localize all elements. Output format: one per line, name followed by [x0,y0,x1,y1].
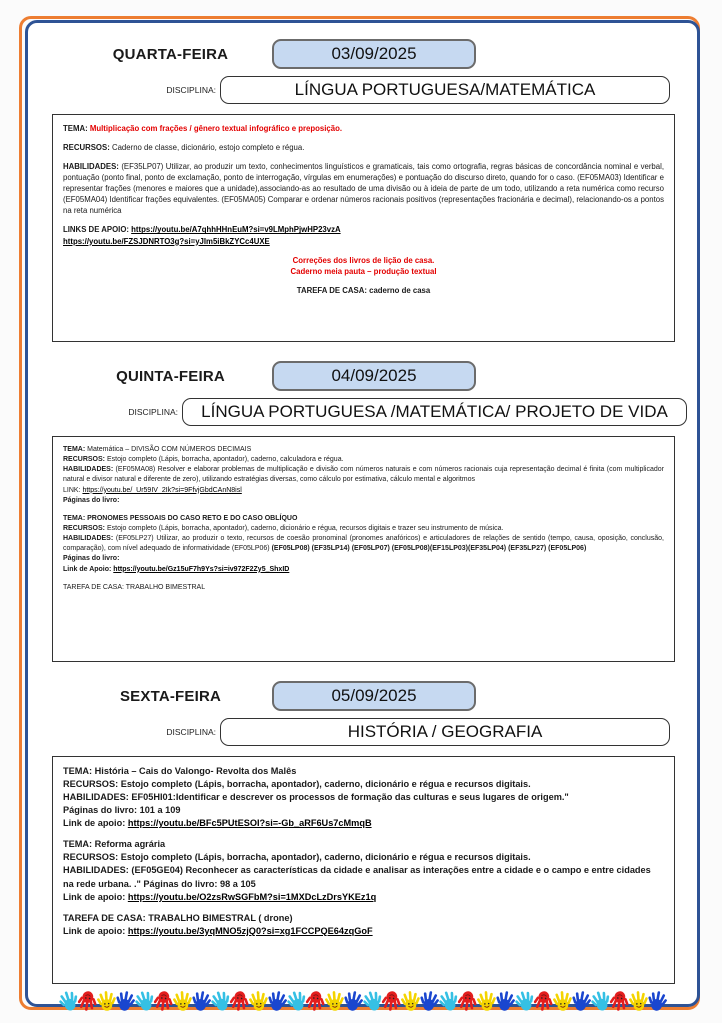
text-run: HABILIDADES: [63,535,116,543]
text-run: HABILIDADES: [63,162,122,172]
discipline-value: LÍNGUA PORTUGUESA/MATEMÁTICA [294,80,596,99]
date-value: 05/09/2025 [331,686,417,705]
text-run: Estojo completo (Lápis, borracha, apontador), caderno, dicionário e régua e recursos digitais. [120,779,531,790]
content-line [63,524,664,534]
day-header [28,681,697,711]
discipline-box [220,718,670,746]
text-run: (EF05GE04) Reconhecer as características da cidade e analisar as interações entre a cidade e o campo e entre cidades na rede urbana. ." Páginas do livro: 98 a 105 [63,865,651,889]
day-name: QUARTA-FEIRA [112,45,229,63]
day-section-quarta [28,39,697,342]
discipline-row [28,76,697,104]
text-run: (EF05LP08) (EF35LP14) (EF05LP07) (EF05LP08)(EF15LP03)(EF35LP04) (EF35LP27) (EF05LP06) [271,545,587,553]
text-run: Páginas do livro: [63,805,140,816]
content-line [63,455,664,465]
text-run: TEMA: [63,839,95,850]
content-line [63,486,664,496]
text-run: TEMA: [63,766,95,776]
blue-handprint-icon [645,988,668,1015]
text-run: Link de apoio: [63,891,128,902]
content-line [63,804,664,817]
date-box [272,361,476,391]
content-line [63,255,664,266]
content-line [63,851,664,864]
text-run: LINK: [63,486,83,494]
day-section-sexta [28,681,697,984]
support-link[interactable]: https://youtu.be/BFc5PUtESOI?si=-Gb_aRF6Us7cMmqB [127,818,372,829]
day-section-quinta [28,361,697,662]
day-header [28,39,697,69]
discipline-row [28,718,697,746]
content-line [63,161,664,216]
content-line [63,864,664,890]
support-link[interactable]: https://youtu.be/_Ur59IV_2Ik?si=9FfvjGbdCAnN8isl [82,486,242,494]
content-line [63,565,664,575]
text-run: TAREFA DE CASA: caderno de casa [296,285,431,295]
text-run: HABILIDADES: [63,466,116,474]
day-name: QUINTA-FEIRA [116,367,225,385]
text-run: Caderno de classe, dicionário, estojo completo e régua. [111,143,305,153]
content-line [63,925,664,938]
text-run: Correções dos livros de lição de casa. [292,255,435,265]
text-run: Páginas do livro: [63,496,120,504]
text-run: História – Cais do Valongo- Revolta dos Malês [94,766,297,776]
text-run: RECURSOS: [63,143,112,153]
discipline-box [220,76,670,104]
day-header [28,361,697,391]
text-run: TAREFA DE CASA: TRABALHO BIMESTRAL ( drone) [63,912,293,923]
text-run: LINKS DE APOIO: [63,225,132,235]
content-line [63,123,664,134]
support-link[interactable]: https://youtu.be/3yqMNO5zjQ0?si=xg1FCCPQE64zqGoF [127,925,373,936]
content-line [63,534,664,554]
content-line [63,465,664,485]
support-link[interactable]: https://youtu.be/Gz15uF7h9Ys?si=iv972F2Zy5_ShxID [113,565,290,573]
discipline-row [28,398,697,426]
date-value: 04/09/2025 [331,366,417,385]
date-value: 03/09/2025 [331,44,417,63]
red-handprint-icon [456,988,478,1014]
content-line [63,285,664,296]
content-line [63,445,664,455]
content-line [63,891,664,904]
text-run: RECURSOS: [63,779,121,790]
blue-border-frame [25,20,700,1007]
discipline-value: LÍNGUA PORTUGUESA /MATEMÁTICA/ PROJETO DE VIDA [201,402,668,421]
support-link[interactable]: https://youtu.be/O2zsRwSGFbM?si=1MXDcLzDrsYKEz1q [127,891,377,902]
text-run: Caderno meia pauta – produção textual [290,266,437,276]
text-run: (EF35LP07) Utilizar, ao produzir um texto, conhecimentos linguísticos e gramaticais, tais como ortografia, regras básicas de concordância nominal e verbal, pontuação (ponto final, ponto de exclamação, ponto de interrogação, vírgulas em enumerações) e pontuação do discurso direto, quando for o caso. (EF05MA03) Identificar e representar frações (menores e maiores que a unidade),associando-as ao resultado de uma divisão ou à ideia de parte de um todo, utilizando a reta numérica como recurso (EF05MA04) Identificar frações equivalentes. (EF05MA05) Comparar e ordenar números racionais positivos (representações fracionária e decimal), relacionando-os a pontos na reta numérica [63,162,665,216]
date-box [272,681,476,711]
support-link[interactable]: https://youtu.be/FZSJDNRTO3g?si=yJlm5iBkZYCc4UXE [63,236,270,246]
text-run: (EF05LP27) Utilizar, ao produzir o texto, recursos de coesão pronominal (pronomes anafóricos) e articuladores de relações de sentido (tempo, causa, oposição, conclusão, comparação), com nível adequado de informatividade (EF05LP06) [63,535,664,553]
text-run: TAREFA DE CASA: TRABALHO BIMESTRAL [63,583,206,591]
text-run: HABILIDADES: [63,865,132,876]
content-line [63,778,664,791]
day-name: SEXTA-FEIRA [119,687,222,705]
text-run: TEMA: [63,446,88,453]
day-content-box [52,114,675,342]
support-link[interactable]: https://youtu.be/A7qhhHHnEuM?si=v9LMphPjwHP23vzA [131,225,341,235]
text-run: Estojo completo (Lápis, borracha, apontador), caderno, dicionário e régua, recursos digitais e trazer seu instrumento de música. [106,524,504,532]
red-handprint-icon [152,988,174,1014]
text-run: Link de apoio: [63,925,128,936]
text-run: EF05HI01:Identificar e descrever os processos de formação das culturas e seus lugares de origem." [131,792,569,803]
text-run: Multiplicação com frações / gênero textual infográfico e preposição. [89,124,343,133]
text-run: HABILIDADES: [63,792,132,803]
content-line [63,224,664,235]
section-gap [28,342,697,359]
content-line [63,554,664,564]
content-line [63,496,664,506]
content-line [63,236,664,247]
red-handprint-icon [228,988,250,1014]
text-run: TEMA: PRONOMES PESSOAIS DO CASO RETO E DO CASO OBLÍQUO [63,514,298,522]
red-handprint-icon [76,988,98,1014]
discipline-label: DISCIPLINA: [166,727,216,737]
content-line [63,583,664,593]
text-run: RECURSOS: [63,524,107,532]
content-line [63,838,664,851]
text-run: Matemática – DIVISÃO COM NÚMEROS DECIMAIS [87,446,252,453]
section-gap [28,662,697,679]
content-line [63,514,664,524]
content-line [63,791,664,804]
discipline-box [182,398,687,426]
handprints-decoration [28,988,697,1012]
text-run: Estojo completo (Lápis, borracha, apontador), caderno, calculadora e régua. [106,456,344,464]
text-run: Estojo completo (Lápis, borracha, apontador), caderno, dicionário e régua e recursos digitais. [120,852,531,863]
text-run: Link de apoio: [63,818,128,829]
red-handprint-icon [532,988,554,1014]
red-handprint-icon [380,988,402,1014]
content-line [63,266,664,277]
red-handprint-icon [304,988,326,1014]
text-run: RECURSOS: [63,456,107,464]
discipline-label: DISCIPLINA: [128,407,178,417]
text-run: RECURSOS: [63,852,121,863]
text-run: (EF05MA08) Resolver e elaborar problemas de multiplicação e divisão com números naturais e com números racionais cuja representação decimal é finita (com multiplicador natural e divisor natural e diferente de zero), utilizando estratégias diversas, como cálculo por estimativa, cálculo mental e algoritmos [63,466,664,484]
day-content-box [52,436,675,662]
day-content-box [52,756,675,984]
date-box [272,39,476,69]
discipline-value: HISTÓRIA / GEOGRAFIA [347,722,543,741]
content-line [63,817,664,830]
text-run: Reforma agrária [94,839,166,850]
content-line [63,912,664,925]
text-run: Link de Apoio: [63,565,114,573]
content-line [63,142,664,153]
discipline-label: DISCIPLINA: [166,85,216,95]
text-run: 101 a 109 [139,805,181,816]
text-run: TEMA: [63,124,90,133]
text-run: Páginas do livro: [63,555,120,563]
content-line [63,765,664,778]
red-handprint-icon [608,988,630,1014]
